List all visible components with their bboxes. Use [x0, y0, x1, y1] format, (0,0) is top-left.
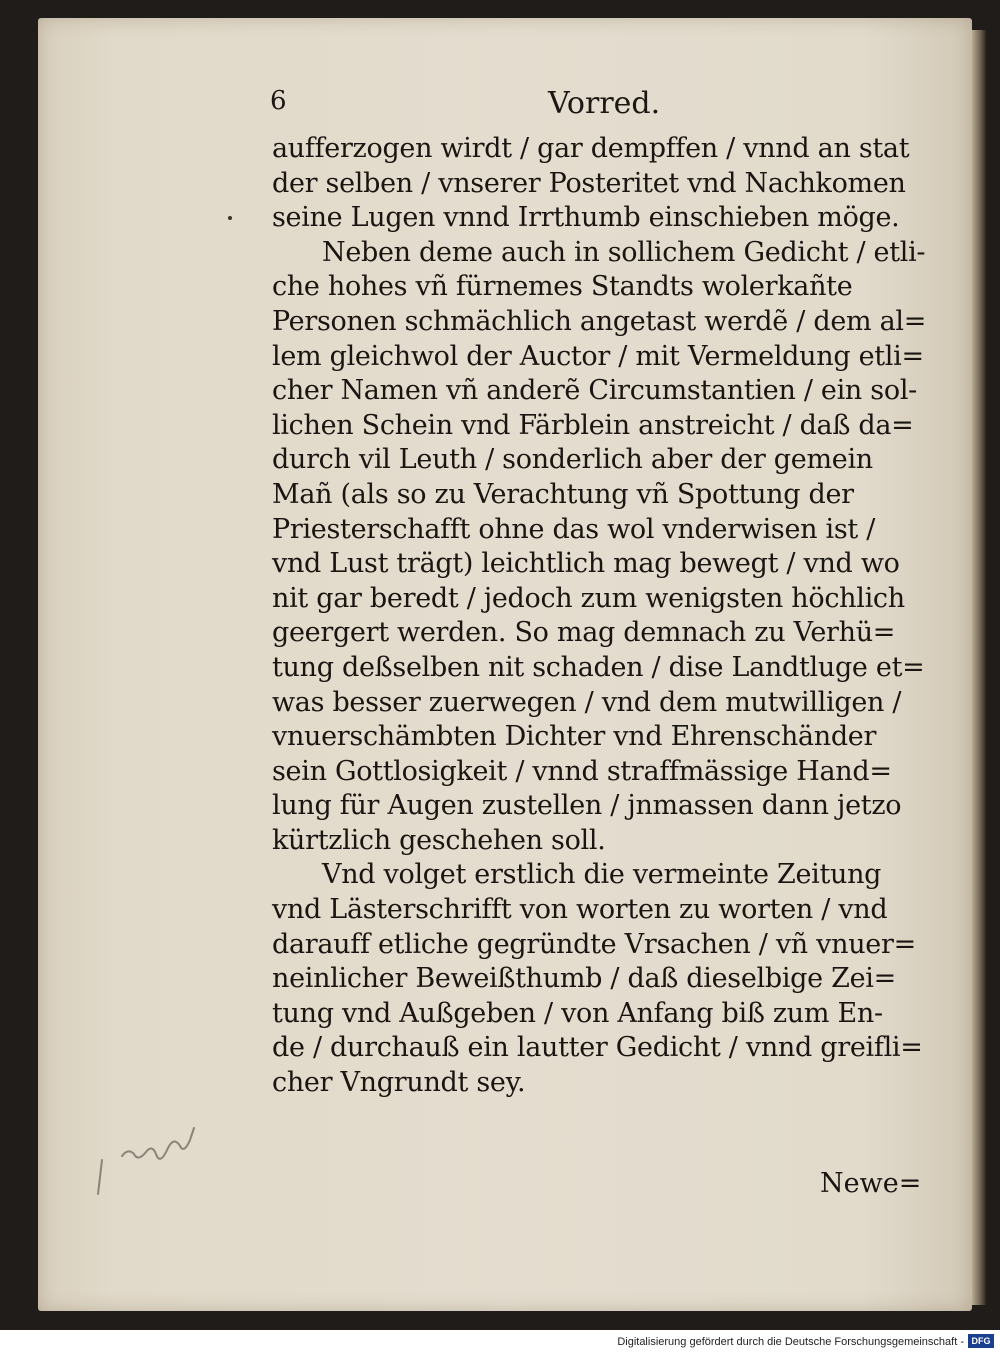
digitization-footer — [0, 1330, 1000, 1354]
text-line: kürtzlich geschehen soll. — [272, 824, 606, 856]
margin-mark — [228, 216, 232, 220]
text-line: der selben / vnserer Posteritet vnd Nachkomen — [272, 167, 906, 199]
text-line: lem gleichwol der Auctor / mit Vermeldung etli= — [272, 340, 924, 372]
text-line: vnd Lästerschrifft von worten zu worten / vnd — [272, 894, 888, 926]
text-line: che hohes vñ fürnemes Standts wolerkañte — [272, 271, 853, 303]
paragraph-start-line: Neben deme auch in sollichem Gedicht / etli- — [322, 236, 926, 268]
text-line: durch vil Leuth / sonderlich aber der gemein — [272, 444, 873, 476]
text-line: tung vnd Außgeben / von Anfang biß zum En- — [272, 997, 883, 1029]
text-line: Mañ (als so zu Verachtung vñ Spottung der — [272, 478, 854, 510]
text-line: seine Lugen vnnd Irrthumb einschieben möge. — [272, 202, 900, 234]
text-line: darauff etliche gegründte Vrsachen / vñ vnuer= — [272, 928, 916, 960]
catchword: Newe= — [820, 1168, 922, 1199]
text-line: geergert werden. So mag demnach zu Verhü= — [272, 617, 896, 649]
page-edge-shadow — [972, 30, 986, 1305]
text-line: Personen schmächlich angetast werdẽ / dem al= — [272, 305, 927, 337]
text-line: lung für Augen zustellen / jnmassen dann jetzo — [272, 790, 902, 822]
text-line: neinlicher Beweißthumb / daß dieselbige Zei= — [272, 963, 896, 995]
text-line: vnuerschämbten Dichter vnd Ehrenschänder — [272, 721, 877, 753]
pencil-annotation — [94, 1118, 204, 1198]
paragraph-start-line: Vnd volget erstlich die vermeinte Zeitung — [322, 859, 882, 891]
body-text — [272, 132, 927, 1101]
text-line: vnd Lust trägt) leichtlich mag bewegt / vnd wo — [272, 548, 900, 580]
text-line: aufferzogen wirdt / gar dempffen / vnnd an stat — [272, 133, 910, 164]
dfg-logo: DFG — [968, 1334, 994, 1348]
text-line: cher Vngrundt sey. — [272, 1067, 526, 1099]
page-number: 6 — [270, 86, 287, 116]
text-line: Priesterschafft ohne das wol vnderwisen ist / — [272, 513, 876, 545]
running-head: Vorred. — [548, 86, 661, 121]
text-line: sein Gottlosigkeit / vnnd straffmässige Hand= — [272, 755, 892, 787]
text-line: cher Namen vñ anderẽ Circumstantien / ein sol- — [272, 375, 917, 407]
text-line: de / durchauß ein lautter Gedicht / vnnd greifli= — [272, 1032, 923, 1064]
funding-credit: Digitalisierung gefördert durch die Deutsche Forschungsgemeinschaft - — [617, 1336, 964, 1348]
text-line: was besser zuerwegen / vnd dem mutwilligen / — [272, 686, 902, 718]
page-header — [270, 86, 920, 126]
text-line: tung deßselben nit schaden / dise Landtluge et= — [272, 651, 925, 683]
text-line: lichen Schein vnd Färblein anstreicht / daß da= — [272, 409, 914, 441]
text-line: nit gar beredt / jedoch zum wenigsten höchlich — [272, 582, 905, 614]
